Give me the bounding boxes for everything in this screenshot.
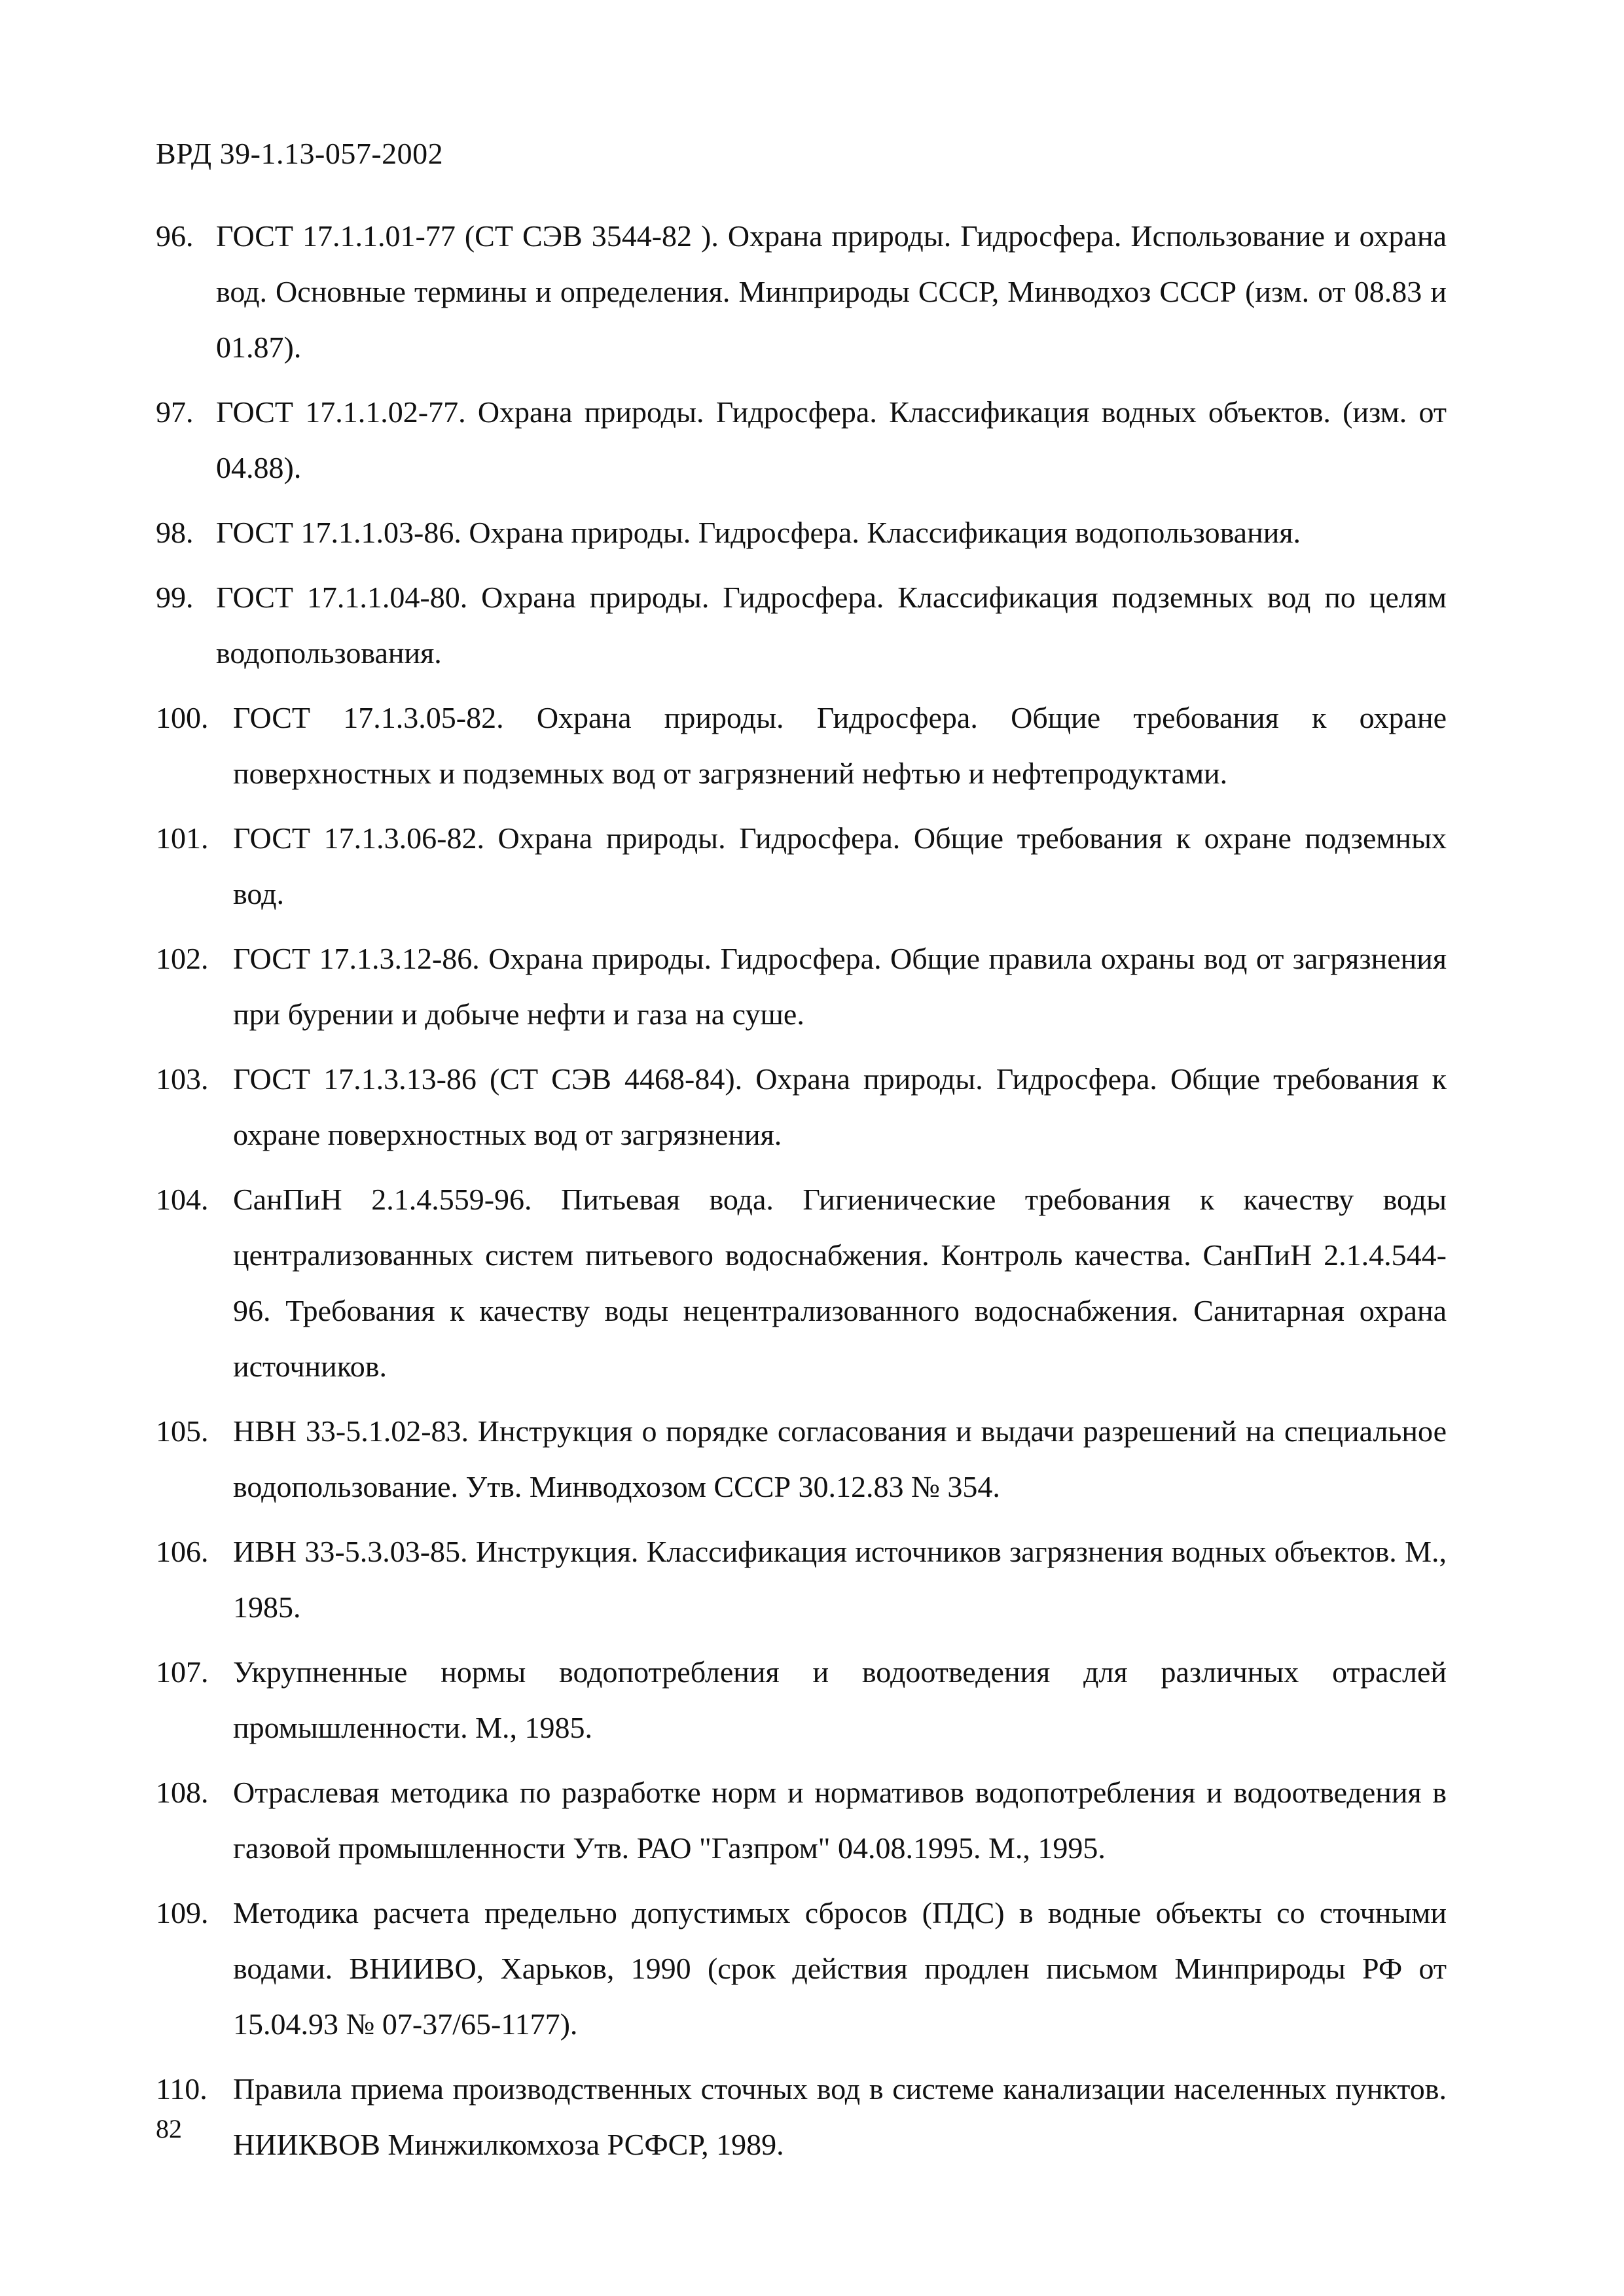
reference-text: ГОСТ 17.1.1.02-77. Охрана природы. Гидросфера. Классификация водных объектов. (изм. от 04.88). xyxy=(216,395,1447,484)
reference-number: 105. xyxy=(156,1414,209,1448)
reference-number: 100. xyxy=(156,701,209,734)
reference-number: 99. xyxy=(156,581,194,614)
reference-item-108 xyxy=(156,1765,1447,1876)
reference-text: Правила приема производственных сточных вод в системе канализации населенных пунктов. НИИКВОВ Минжилкомхоза РСФСР, 1989. xyxy=(233,2072,1447,2161)
reference-item-98 xyxy=(156,505,1447,560)
reference-number: 108. xyxy=(156,1776,209,1809)
reference-item-96 xyxy=(156,208,1447,375)
reference-text: ГОСТ 17.1.3.05-82. Охрана природы. Гидросфера. Общие требования к охране поверхностных и подземных вод от загрязнений нефтью и нефтепродуктами. xyxy=(233,701,1447,790)
reference-item-107 xyxy=(156,1644,1447,1755)
reference-text: ГОСТ 17.1.1.01-77 (СТ СЭВ 3544-82 ). Охрана природы. Гидросфера. Использование и охрана вод. Основные термины и определения. Минприроды СССР, Минводхоз СССР (изм. от 08.83 и 01.87). xyxy=(216,219,1447,364)
reference-text: ГОСТ 17.1.1.04-80. Охрана природы. Гидросфера. Классификация подземных вод по целям водопользования. xyxy=(216,581,1447,670)
reference-number: 98. xyxy=(156,516,194,549)
reference-number: 104. xyxy=(156,1183,209,1216)
reference-number: 103. xyxy=(156,1062,209,1096)
reference-number: 110. xyxy=(156,2072,208,2106)
reference-number: 102. xyxy=(156,942,209,975)
reference-text: Укрупненные нормы водопотребления и водоотведения для различных отраслей промышленности. М., 1985. xyxy=(233,1655,1447,1744)
reference-item-109 xyxy=(156,1885,1447,2052)
reference-item-104 xyxy=(156,1172,1447,1394)
reference-item-100 xyxy=(156,690,1447,801)
reference-item-102 xyxy=(156,931,1447,1042)
reference-number: 96. xyxy=(156,219,194,253)
reference-list xyxy=(156,208,1447,2181)
reference-number: 106. xyxy=(156,1535,209,1568)
reference-text: Методика расчета предельно допустимых сбросов (ПДС) в водные объекты со сточными водами. ВНИИВО, Харьков, 1990 (срок действия продлен письмом Минприроды РФ от 15.04.93 № 07-37/65-1177). xyxy=(233,1896,1447,2041)
reference-text: ИВН 33-5.3.03-85. Инструкция. Классификация источников загрязнения водных объектов. М., 1985. xyxy=(233,1535,1447,1624)
reference-number: 107. xyxy=(156,1655,209,1689)
reference-item-105 xyxy=(156,1403,1447,1515)
reference-item-101 xyxy=(156,810,1447,922)
reference-item-103 xyxy=(156,1051,1447,1162)
reference-number: 97. xyxy=(156,395,194,429)
reference-item-99 xyxy=(156,569,1447,681)
document-code-header: ВРД 39-1.13-057-2002 xyxy=(156,137,444,170)
reference-item-110 xyxy=(156,2061,1447,2172)
reference-number: 101. xyxy=(156,821,209,855)
reference-text: Отраслевая методика по разработке норм и нормативов водопотребления и водоотведения в газовой промышленности Утв. РАО "Газпром" 04.08.1995. М., 1995. xyxy=(233,1776,1447,1865)
page-number: 82 xyxy=(156,2114,182,2144)
reference-text: ГОСТ 17.1.3.12-86. Охрана природы. Гидросфера. Общие правила охраны вод от загрязнения при бурении и добыче нефти и газа на суше. xyxy=(233,942,1447,1031)
reference-text: СанПиН 2.1.4.559-96. Питьевая вода. Гигиенические требования к качеству воды централизованных систем питьевого водоснабжения. Контроль качества. СанПиН 2.1.4.544-96. Требования к качеству воды нецентрализованного водоснабжения. Санитарная охрана источников. xyxy=(233,1183,1447,1383)
reference-text: ГОСТ 17.1.1.03-86. Охрана природы. Гидросфера. Классификация водопользования. xyxy=(216,516,1301,549)
reference-text: ГОСТ 17.1.3.13-86 (СТ СЭВ 4468-84). Охрана природы. Гидросфера. Общие требования к охране поверхностных вод от загрязнения. xyxy=(233,1062,1447,1151)
reference-number: 109. xyxy=(156,1896,209,1929)
reference-item-106 xyxy=(156,1524,1447,1635)
reference-text: ГОСТ 17.1.3.06-82. Охрана природы. Гидросфера. Общие требования к охране подземных вод. xyxy=(233,821,1447,910)
reference-item-97 xyxy=(156,384,1447,495)
reference-text: НВН 33-5.1.02-83. Инструкция о порядке согласования и выдачи разрешений на специальное водопользование. Утв. Минводхозом СССР 30.12.83 № 354. xyxy=(233,1414,1447,1503)
